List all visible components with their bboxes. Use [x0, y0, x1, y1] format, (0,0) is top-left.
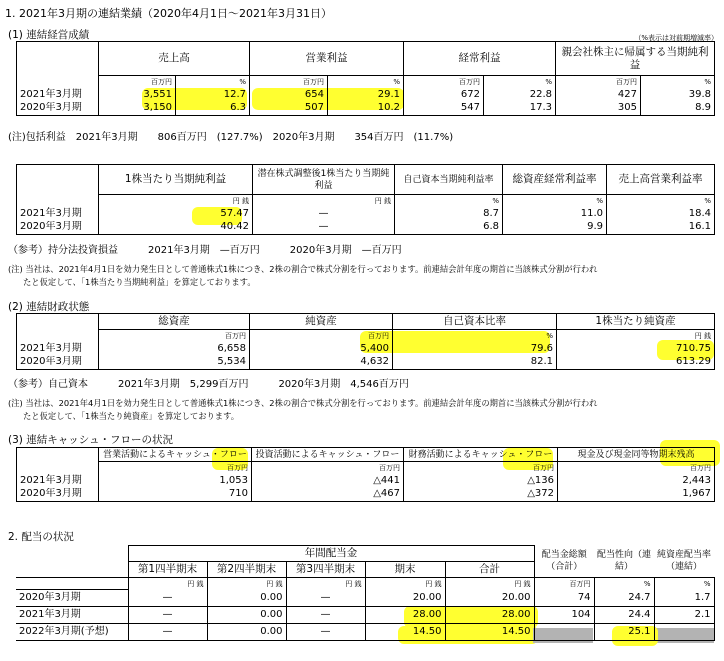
table-cell: 710.75	[557, 342, 715, 356]
unit-label: 円 銭	[99, 195, 253, 207]
unit-label: 百万円	[250, 330, 393, 342]
table-cell: 24.4	[594, 607, 654, 624]
financial-position-table	[16, 313, 715, 370]
table-cell: 79.6	[393, 342, 557, 356]
table-cell: △372	[404, 488, 558, 502]
section-heading-financial-position: (2) 連結財政状態	[8, 301, 90, 313]
col-header-dividend-on-equity: 純資産配当率（連結）	[657, 549, 712, 572]
unit-label: %	[641, 76, 715, 88]
cash-flow-table	[16, 447, 715, 502]
table-cell: —	[286, 624, 365, 641]
table-cell: 0.00	[207, 624, 286, 641]
unit-label: 百万円	[534, 578, 594, 590]
row-label: 2021年3月期	[17, 88, 99, 102]
table-row	[17, 207, 715, 221]
table-cell: 6.8	[395, 221, 503, 235]
unit-label: %	[503, 195, 607, 207]
unit-label: %	[594, 578, 654, 590]
row-label: 2020年3月期	[17, 221, 99, 235]
unit-label: 円 銭	[557, 330, 715, 342]
unit-label: 百万円	[556, 76, 641, 88]
table-cell: —	[128, 624, 207, 641]
table-cell: —	[286, 590, 365, 607]
table-row	[16, 607, 714, 624]
row-label: 2020年3月期	[17, 356, 99, 370]
table-cell: 2,443	[558, 474, 715, 488]
unit-label: %	[176, 76, 250, 88]
unit-label: %	[395, 195, 503, 207]
unit-label: 円 銭	[253, 195, 395, 207]
unit-label: 百万円	[250, 76, 328, 88]
table-cell: 5,400	[250, 342, 393, 356]
table-row	[17, 221, 715, 235]
table-cell: —	[128, 590, 207, 607]
col-header-total-dividend: 配当金総額（合計）	[541, 549, 587, 572]
table-cell: 507	[250, 102, 328, 116]
own-capital-note: （参考）自己資本 2021年3月期 5,299百万円 2020年3月期 4,546百万円	[8, 379, 409, 390]
table-cell: —	[128, 607, 207, 624]
row-label: 2021年3月期	[16, 607, 128, 624]
stock-split-note2-line1: (注) 当社は、2021年4月1日を効力発生日として普通株式1株につき、2株の割合で株式分割を行っております。前連結会計年度の期首に当該株式分割が行われ	[8, 398, 598, 408]
table-cell: 40.42	[99, 221, 253, 235]
table-cell: 547	[404, 102, 484, 116]
col-header-financing-cf: 財務活動によるキャッシュ・フロー	[404, 448, 558, 462]
stock-split-note-line1: (注) 当社は、2021年4月1日を効力発生日として普通株式1株につき、2株の割合で株式分割を行っております。前連結会計年度の期首に当該株式分割が行われ	[8, 264, 598, 274]
comprehensive-income-note: (注)包括利益 2021年3月期 806百万円 (127.7%) 2020年3月期 354百万円 (11.7%)	[8, 132, 454, 143]
unit-label: 百万円	[404, 462, 558, 474]
table-cell: 57.47	[99, 207, 253, 221]
unit-label: 百万円	[99, 76, 176, 88]
row-label: 2020年3月期	[17, 102, 99, 116]
table-row	[17, 488, 715, 502]
col-header-diluted-eps: 潜在株式調整後1株当たり当期純利益	[253, 165, 395, 195]
col-header-year-end: 期末	[365, 562, 445, 578]
percent-note: （%表示は対前期増減率）	[634, 34, 718, 42]
table-row	[17, 356, 715, 370]
table-cell	[534, 624, 594, 641]
table-cell: 8.9	[641, 102, 715, 116]
stock-split-note2-line2: たと仮定して、「1株当たり純資産」を算定しております。	[23, 411, 240, 421]
table-cell: 25.1	[594, 624, 654, 641]
table-cell: 11.0	[503, 207, 607, 221]
col-header-total: 合計	[445, 562, 534, 578]
col-header-investing-cf: 投資活動によるキャッシュ・フロー	[252, 448, 404, 462]
table-row	[17, 474, 715, 488]
row-label: 2022年3月期(予想)	[16, 624, 128, 641]
unit-label: 円 銭	[445, 578, 534, 590]
row-label: 2021年3月期	[17, 207, 99, 221]
table-cell: 104	[534, 607, 594, 624]
table-cell: 710	[99, 488, 252, 502]
col-header-sales: 売上高	[99, 42, 250, 76]
col-header-operating-margin: 売上高営業利益率	[607, 165, 715, 195]
table-cell: 18.4	[607, 207, 715, 221]
table-cell: 1,967	[558, 488, 715, 502]
table-cell: 17.3	[484, 102, 556, 116]
row-label: 2021年3月期	[17, 474, 99, 488]
dividends-table	[16, 545, 715, 641]
table-row	[17, 88, 715, 102]
table-cell: 0.00	[207, 590, 286, 607]
unit-label: %	[607, 195, 715, 207]
unit-label: 百万円	[558, 462, 715, 474]
table-cell: 74	[534, 590, 594, 607]
table-row	[16, 624, 714, 641]
unit-label: %	[654, 578, 714, 590]
page-title: 1. 2021年3月期の連結業績（2020年4月1日～2021年3月31日）	[5, 7, 332, 20]
table-cell: 20.00	[365, 590, 445, 607]
table-cell: —	[286, 607, 365, 624]
col-header-net-assets: 純資産	[250, 314, 393, 330]
unit-label: 円 銭	[128, 578, 207, 590]
col-header-roa: 総資産経常利益率	[503, 165, 607, 195]
unit-label: %	[393, 330, 557, 342]
col-header-q1: 第1四半期末	[128, 562, 207, 578]
col-group-annual-dividend: 年間配当金	[128, 546, 534, 562]
table-cell: 654	[250, 88, 328, 102]
operating-results-table	[16, 41, 715, 116]
table-cell: 28.00	[365, 607, 445, 624]
table-cell: —	[253, 207, 395, 221]
table-cell: —	[253, 221, 395, 235]
col-header-q2: 第2四半期末	[207, 562, 286, 578]
row-label: 2020年3月期	[17, 488, 99, 502]
table-cell: 24.7	[594, 590, 654, 607]
unit-label: 百万円	[99, 330, 250, 342]
row-label: 2020年3月期	[16, 590, 128, 607]
col-header-ordinary-income: 経常利益	[404, 42, 556, 76]
table-cell: 6.3	[176, 102, 250, 116]
table-cell: △136	[404, 474, 558, 488]
table-cell: 2.1	[654, 607, 714, 624]
table-cell: 613.29	[557, 356, 715, 370]
table-cell: 16.1	[607, 221, 715, 235]
table-cell: 0.00	[207, 607, 286, 624]
col-header-q3: 第3四半期末	[286, 562, 365, 578]
table-cell: 9.9	[503, 221, 607, 235]
col-header-cash-balance: 現金及び現金同等物期末残高	[558, 448, 715, 462]
table-cell: 29.1	[328, 88, 404, 102]
col-header-equity-ratio: 自己資本比率	[393, 314, 557, 330]
table-cell: △467	[252, 488, 404, 502]
col-header-bvps: 1株当たり純資産	[557, 314, 715, 330]
unit-label: 円 銭	[365, 578, 445, 590]
unit-label: %	[484, 76, 556, 88]
equity-method-note: （参考）持分法投資損益 2021年3月期 —百万円 2020年3月期 —百万円	[8, 245, 402, 256]
table-row	[16, 590, 714, 607]
table-cell: 3,551	[99, 88, 176, 102]
table-cell: 39.8	[641, 88, 715, 102]
table-cell: 8.7	[395, 207, 503, 221]
section-heading-cash-flow: (3) 連結キャッシュ・フローの状況	[8, 434, 174, 446]
table-cell: 10.2	[328, 102, 404, 116]
unit-label: 百万円	[99, 462, 252, 474]
unit-label: 円 銭	[207, 578, 286, 590]
table-cell: 20.00	[445, 590, 534, 607]
table-cell: 1,053	[99, 474, 252, 488]
table-cell: 1.7	[654, 590, 714, 607]
table-cell: 3,150	[99, 102, 176, 116]
table-cell: △441	[252, 474, 404, 488]
row-label: 2021年3月期	[17, 342, 99, 356]
unit-label: 百万円	[252, 462, 404, 474]
table-cell: 14.50	[365, 624, 445, 641]
table-cell: 22.8	[484, 88, 556, 102]
unit-label: 百万円	[404, 76, 484, 88]
table-cell: 12.7	[176, 88, 250, 102]
per-share-table	[16, 164, 715, 235]
table-cell: 5,534	[99, 356, 250, 370]
table-cell: 6,658	[99, 342, 250, 356]
col-header-net-income: 親会社株主に帰属する当期純利益	[556, 42, 715, 76]
table-cell: 14.50	[445, 624, 534, 641]
table-cell: 82.1	[393, 356, 557, 370]
col-header-roe: 自己資本当期純利益率	[395, 165, 503, 195]
table-row	[17, 342, 715, 356]
section-heading-dividends: 2. 配当の状況	[8, 531, 74, 543]
col-header-operating-cf: 営業活動によるキャッシュ・フロー	[99, 448, 252, 462]
table-cell	[654, 624, 714, 641]
col-header-total-assets: 総資産	[99, 314, 250, 330]
table-row	[17, 102, 715, 116]
table-cell: 28.00	[445, 607, 534, 624]
table-cell: 427	[556, 88, 641, 102]
table-cell: 4,632	[250, 356, 393, 370]
table-cell: 305	[556, 102, 641, 116]
col-header-operating-income: 営業利益	[250, 42, 404, 76]
col-header-eps: 1株当たり当期純利益	[99, 165, 253, 195]
col-header-payout-ratio: 配当性向（連結）	[597, 549, 652, 572]
stock-split-note-line2: たと仮定して、「1株当たり当期純利益」を算定しております。	[23, 277, 256, 287]
unit-label: %	[328, 76, 404, 88]
unit-label: 円 銭	[286, 578, 365, 590]
table-cell: 672	[404, 88, 484, 102]
section-heading-results: (1) 連結経営成績	[8, 29, 90, 41]
